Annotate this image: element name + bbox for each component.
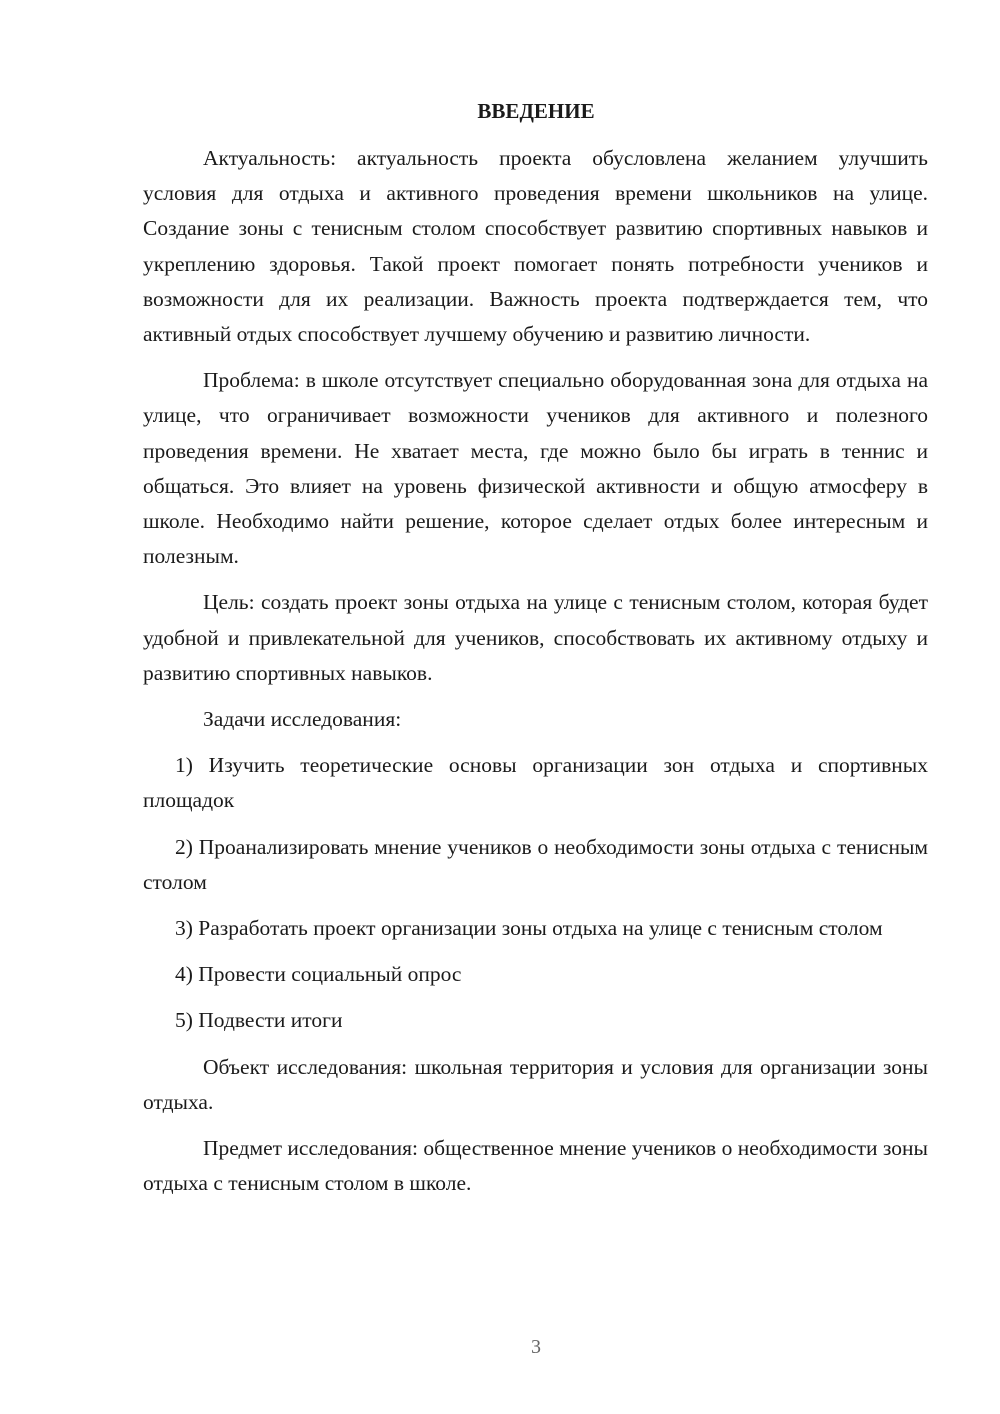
tasks-heading: Задачи исследования: — [203, 707, 402, 732]
goal-paragraph: Цель: создать проект зоны отдыха на улице с тенисным столом, которая будет удобной и привлекательной для учеников, способствовать их активному отдыху и развитию спортивных навыков. — [143, 590, 928, 685]
page-number: 3 — [531, 1336, 541, 1358]
relevance-paragraph: Актуальность: актуальность проекта обусловлена желанием улучшить условия для отдыха и активного проведения времени школьников на улице. Создание зоны с тенисным столом способствует развитию спортивных навыков и укреплению здоровья. Такой проект помогает понять потребности учеников и возможности для их реализации. Важность проекта подтверждается тем, что активный отдых способствует лучшему обучению и развитию личности. — [143, 146, 928, 347]
task-item-4: 4) Провести социальный опрос — [175, 962, 462, 987]
task-item-3: 3) Разработать проект организации зоны отдыха на улице с тенисным столом — [175, 916, 883, 941]
task-item-1: 1) Изучить теоретические основы организации зон отдыха и спортивных площадок — [143, 753, 928, 813]
object-paragraph: Объект исследования: школьная территория и условия для организации зоны отдыха. — [143, 1054, 928, 1114]
task-item-5: 5) Подвести итоги — [175, 1008, 343, 1033]
subject-paragraph: Предмет исследования: общественное мнение учеников о необходимости зоны отдыха с тенисным столом в школе. — [143, 1136, 928, 1196]
problem-paragraph: Проблема: в школе отсутствует специально оборудованная зона для отдыха на улице, что ограничивает возможности учеников для активного и полезного проведения времени. Не хватает места, где можно было бы играть в теннис и общаться. Это влияет на уровень физической активности и общую атмосферу в школе. Необходимо найти решение, которое сделает отдых более интересным и полезным. — [143, 368, 928, 569]
page-title: ВВЕДЕНИЕ — [477, 99, 595, 123]
document-body — [143, 141, 928, 1212]
task-item-2: 2) Проанализировать мнение учеников о необходимости зоны отдыха с тенисным столом — [143, 834, 928, 894]
